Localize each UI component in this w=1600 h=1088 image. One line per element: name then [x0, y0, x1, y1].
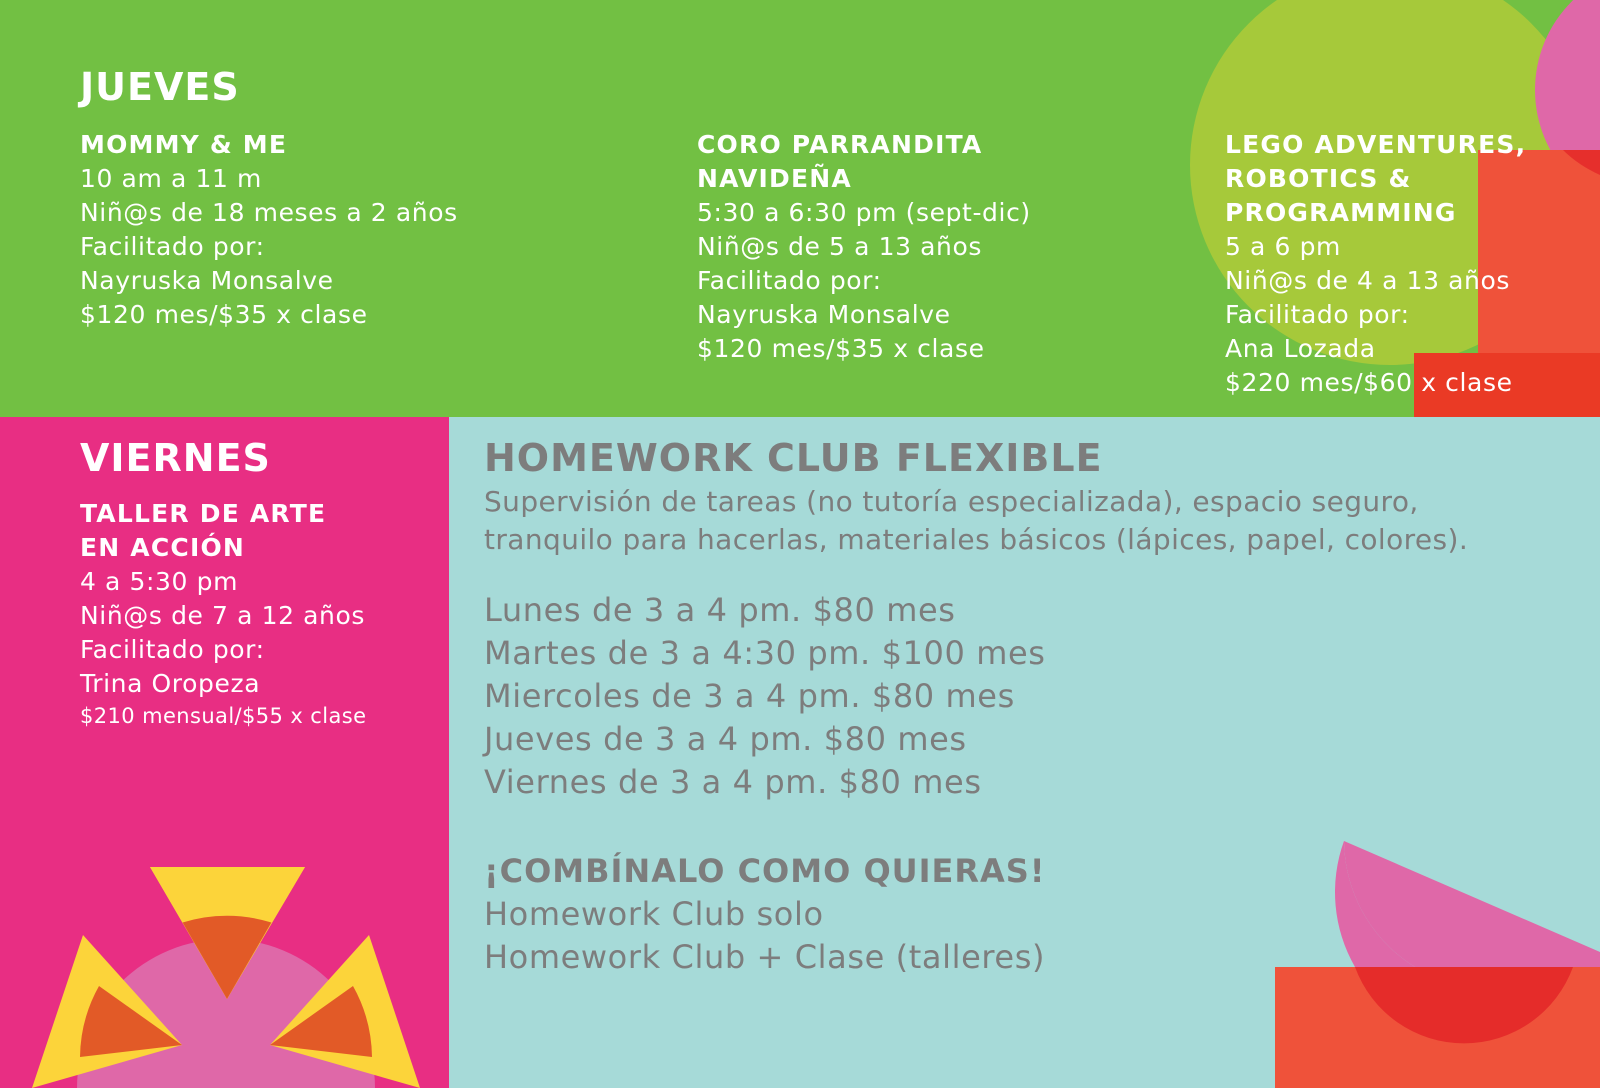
homework-description-line-2: tranquilo para hacerlas, materiales básicos (lápices, papel, colores).: [484, 523, 1469, 556]
day-heading-jueves: JUEVES: [80, 65, 240, 109]
class-block-lego-adventures: [1225, 128, 1595, 400]
homework-club-title: HOMEWORK CLUB FLEXIBLE: [484, 436, 1103, 480]
class-time: 5 a 6 pm: [1225, 232, 1341, 261]
class-price: $220 mes/$60 x clase: [1225, 368, 1513, 397]
class-facilitator-label: Facilitado por:: [697, 266, 882, 295]
class-facilitator-label: Facilitado por:: [1225, 300, 1410, 329]
homework-description-line-1: Supervisión de tareas (no tutoría especializada), espacio seguro,: [484, 485, 1419, 518]
class-price: $210 mensual/$55 x clase: [80, 704, 367, 728]
day-heading-viernes: VIERNES: [80, 436, 271, 480]
schedule-item-martes: Martes de 3 a 4:30 pm. $100 mes: [484, 634, 1046, 672]
class-block-taller-de-arte: [80, 497, 440, 731]
schedule-item-lunes: Lunes de 3 a 4 pm. $80 mes: [484, 591, 956, 629]
class-title-line-1: TALLER DE ARTE: [80, 499, 327, 528]
class-ages: Niñ@s de 7 a 12 años: [80, 601, 366, 630]
class-facilitator-name: Trina Oropeza: [80, 669, 261, 698]
schedule-item-miercoles: Miercoles de 3 a 4 pm. $80 mes: [484, 677, 1015, 715]
class-title-line-2: ROBOTICS &: [1225, 164, 1412, 193]
class-price: $120 mes/$35 x clase: [697, 334, 985, 363]
combine-option-with-class: Homework Club + Clase (talleres): [484, 938, 1046, 976]
class-time: 10 am a 11 m: [80, 164, 262, 193]
class-facilitator-name: Nayruska Monsalve: [80, 266, 334, 295]
class-time: 5:30 a 6:30 pm (sept-dic): [697, 198, 1031, 227]
schedule-item-jueves: Jueves de 3 a 4 pm. $80 mes: [484, 720, 967, 758]
schedule-item-viernes: Viernes de 3 a 4 pm. $80 mes: [484, 763, 982, 801]
combine-option-solo: Homework Club solo: [484, 895, 824, 933]
class-title-line-3: PROGRAMMING: [1225, 198, 1457, 227]
class-title: MOMMY & ME: [80, 130, 288, 159]
viernes-section: [0, 417, 449, 1088]
class-facilitator-label: Facilitado por:: [80, 635, 265, 664]
class-block-coro-parrandita: [697, 128, 1177, 366]
class-ages: Niñ@s de 18 meses a 2 años: [80, 198, 458, 227]
class-facilitator-name: Nayruska Monsalve: [697, 300, 951, 329]
class-facilitator-name: Ana Lozada: [1225, 334, 1376, 363]
homework-club-content: [484, 436, 1584, 979]
class-title-line-2: EN ACCIÓN: [80, 533, 246, 562]
class-time: 4 a 5:30 pm: [80, 567, 239, 596]
class-facilitator-label: Facilitado por:: [80, 232, 265, 261]
class-price: $120 mes/$35 x clase: [80, 300, 368, 329]
class-block-mommy-me: [80, 128, 640, 332]
class-title-line-2: NAVIDEÑA: [697, 164, 852, 193]
jueves-section: [0, 0, 1600, 417]
class-title-line-1: CORO PARRANDITA: [697, 130, 983, 159]
class-ages: Niñ@s de 4 a 13 años: [1225, 266, 1511, 295]
homework-club-section: [449, 417, 1600, 1088]
class-ages: Niñ@s de 5 a 13 años: [697, 232, 983, 261]
class-title-line-1: LEGO ADVENTURES,: [1225, 130, 1527, 159]
combine-title: ¡COMBÍNALO COMO QUIERAS!: [484, 852, 1046, 890]
